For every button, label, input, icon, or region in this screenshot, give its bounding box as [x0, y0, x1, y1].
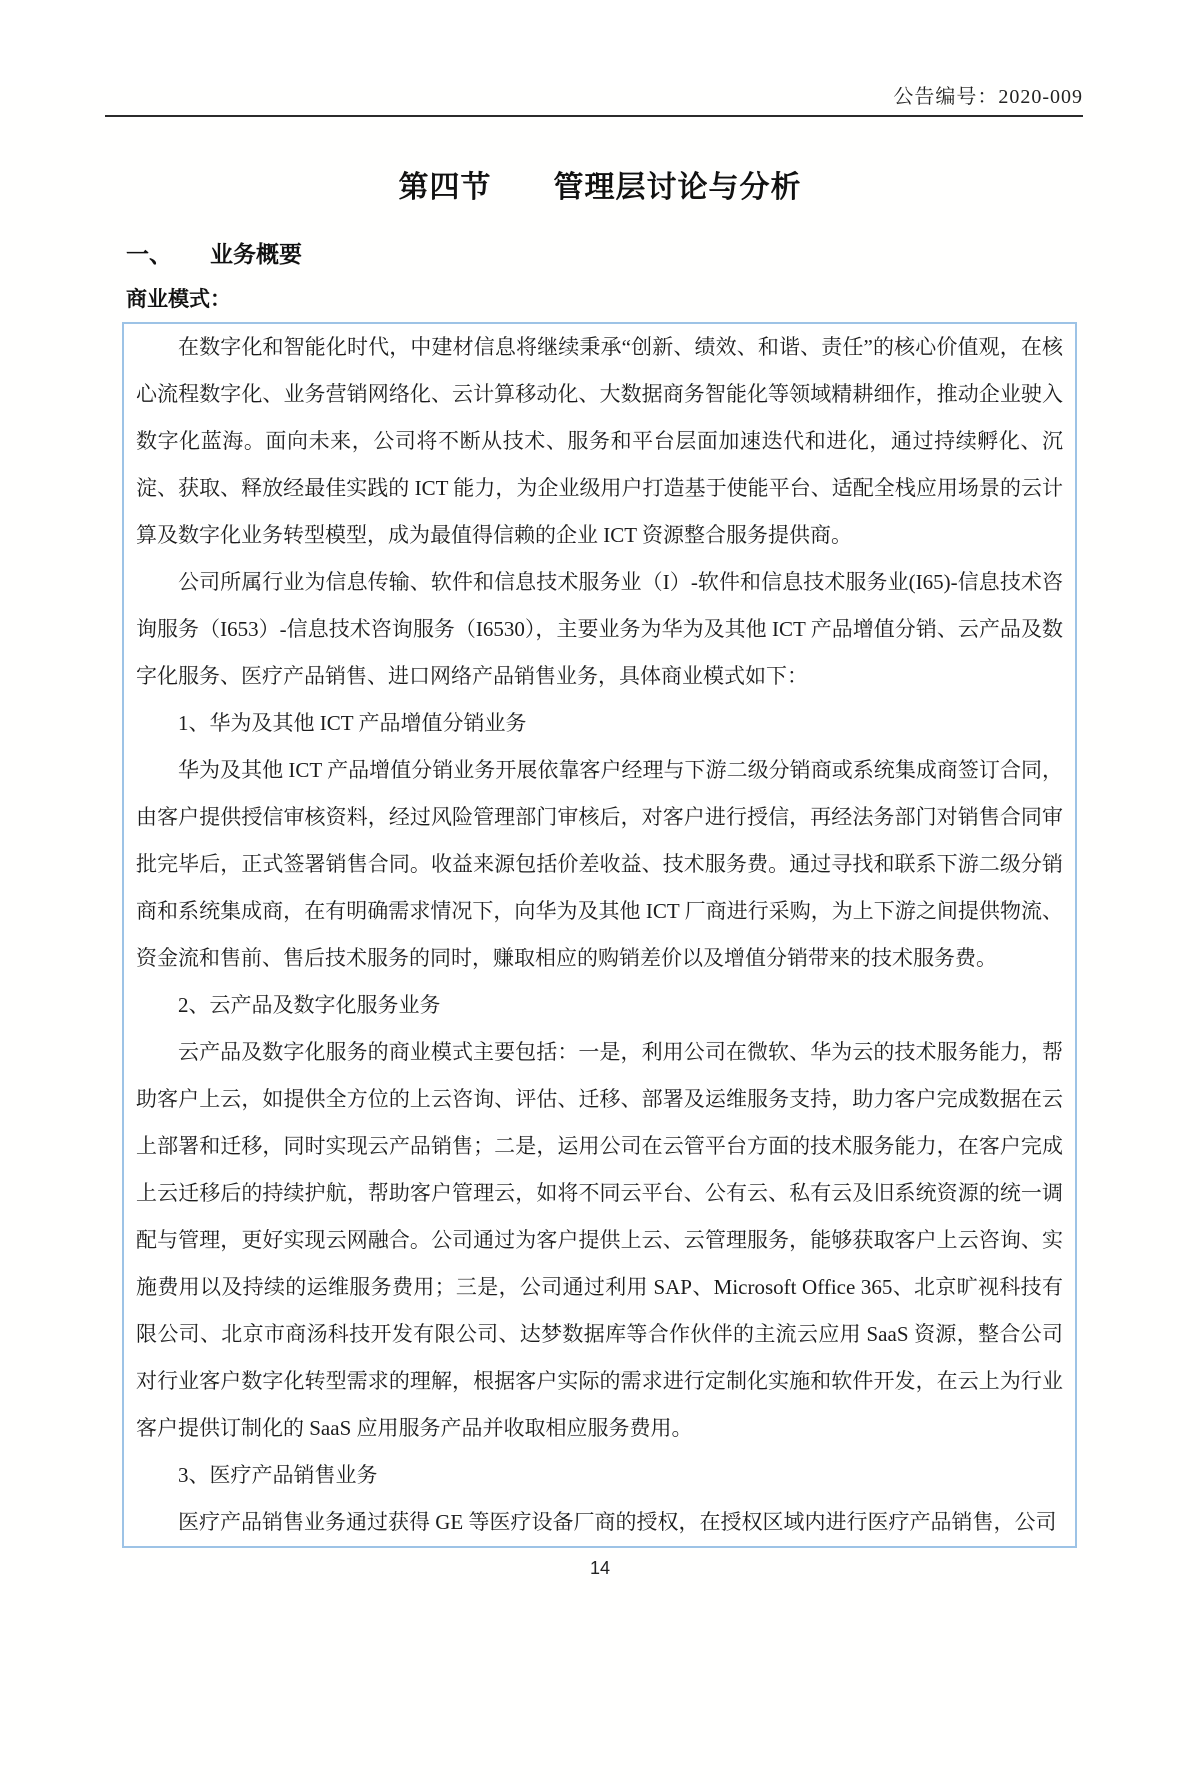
- announcement-number: 公告编号：2020-009: [893, 86, 1083, 108]
- header-rule: [105, 115, 1083, 117]
- paragraph-medical-sales-detail: 医疗产品销售业务通过获得 GE 等医疗设备厂商的授权，在授权区域内进行医疗产品销售，公司: [178, 1510, 1057, 1534]
- page-title: 第四节 管理层讨论与分析: [398, 171, 802, 204]
- page-number: 14: [589, 1558, 611, 1578]
- subhead-cloud-services: 2、云产品及数字化服务业务: [178, 993, 441, 1017]
- paragraph-cloud-services-detail: 云产品及数字化服务的商业模式主要包括：一是，利用公司在微软、华为云的技术服务能力，帮助客户上云，如提供全方位的上云咨询、评估、迁移、部署及运维服务支持，助力客户完成数据在云上部署和迁移，同时实现云产品销售；二是，运用公司在云管平台方面的技术服务能力，在客户完成上云迁移后的持续护航，帮助客户管理云，如将不同云平台、公有云、私有云及旧系统资源的统一调配与管理，更好实现云网融合。公司通过为客户提供上云、云管理服务，能够获取客户上云咨询、实施费用以及持续的运维服务费用；三是，公司通过利用 SAP、Microsoft Office 365、北京旷视科技有限公司、北京市商汤科技开发有限公司、达梦数据库等合作伙伴的主流云应用 SaaS 资源，整合公司对行业客户数字化转型需求的理解，根据客户实际的需求进行定制化实施和软件开发，在云上为行业客户提供订制化的 SaaS 应用服务产品并收取相应服务费用。: [136, 1040, 1063, 1440]
- section-title: 业务概要: [210, 241, 302, 267]
- subhead-medical-sales: 3、医疗产品销售业务: [178, 1463, 378, 1487]
- document-page: [0, 86, 1200, 1783]
- subsection-label: 商业模式：: [126, 288, 231, 311]
- paragraph-industry-classification: 公司所属行业为信息传输、软件和信息技术服务业（I）-软件和信息技术服务业(I65)-信息技术咨询服务（I653）-信息技术咨询服务（I6530），主要业务为华为及其他 ICT 产品增值分销、云产品及数字化服务、医疗产品销售、进口网络产品销售业务，具体商业模式如下：: [136, 570, 1063, 688]
- section-heading: [126, 241, 1200, 267]
- section-number: 一、: [126, 241, 172, 267]
- paragraph-business-vision: 在数字化和智能化时代，中建材信息将继续秉承“创新、绩效、和谐、责任”的核心价值观，在核心流程数字化、业务营销网络化、云计算移动化、大数据商务智能化等领域精耕细作，推动企业驶入数字化蓝海。面向未来，公司将不断从技术、服务和平台层面加速迭代和进化，通过持续孵化、沉淀、获取、释放经最佳实践的 ICT 能力，为企业级用户打造基于使能平台、适配全栈应用场景的云计算及数字化业务转型模型，成为最值得信赖的企业 ICT 资源整合服务提供商。: [136, 335, 1063, 547]
- content-box: [122, 322, 1077, 1548]
- paragraph-ict-distribution-detail: 华为及其他 ICT 产品增值分销业务开展依靠客户经理与下游二级分销商或系统集成商签订合同，由客户提供授信审核资料，经过风险管理部门审核后，对客户进行授信，再经法务部门对销售合同审批完毕后，正式签署销售合同。收益来源包括价差收益、技术服务费。通过寻找和联系下游二级分销商和系统集成商，在有明确需求情况下，向华为及其他 ICT 厂商进行采购，为上下游之间提供物流、资金流和售前、售后技术服务的同时，赚取相应的购销差价以及增值分销带来的技术服务费。: [136, 758, 1063, 970]
- subhead-ict-distribution: 1、华为及其他 ICT 产品增值分销业务: [178, 711, 527, 735]
